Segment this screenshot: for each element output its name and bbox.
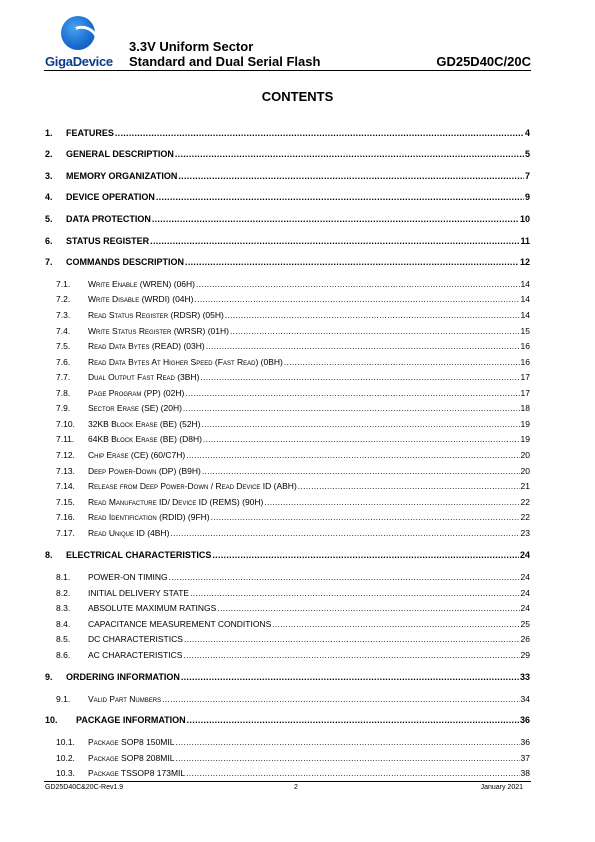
toc-title: ABSOLUTE MAXIMUM RATINGS	[88, 603, 217, 613]
toc-leader	[178, 171, 524, 181]
toc-leader	[212, 550, 519, 560]
toc-entry-10-3[interactable]	[45, 766, 530, 778]
toc-leader	[181, 672, 519, 682]
toc-title: Read Manufacture ID/ Device ID (REMS) (90H)	[88, 497, 264, 507]
toc-page: 36	[519, 715, 530, 725]
toc-title: Deep Power-Down (DP) (B9H)	[88, 466, 201, 476]
toc-page: 17	[520, 388, 530, 398]
toc-title: INITIAL DELIVERY STATE	[88, 588, 190, 598]
toc-leader	[190, 588, 519, 598]
toc-title: Read Data Bytes (READ) (03H)	[88, 341, 205, 351]
toc-page: 37	[520, 753, 530, 763]
toc-leader	[185, 257, 519, 267]
toc-page: 22	[520, 497, 530, 507]
toc-number: 5.	[45, 214, 53, 224]
toc-title: ORDERING INFORMATION	[66, 672, 180, 682]
toc-leader	[175, 149, 524, 159]
toc-leader	[184, 634, 520, 644]
toc-leader	[175, 753, 519, 763]
toc-leader	[196, 279, 520, 289]
toc-page: 10	[519, 214, 530, 224]
toc-title: Chip Erase (CE) (60/C7H)	[88, 450, 186, 460]
toc-number: 7.13.	[56, 466, 75, 476]
toc-entry-7-1[interactable]	[45, 277, 530, 289]
toc-leader	[152, 214, 519, 224]
toc-title: Package TSSOP8 173MIL	[88, 768, 186, 778]
toc-entry-3[interactable]	[45, 169, 530, 181]
toc-number: 7.15.	[56, 497, 75, 507]
toc-title: Read Status Register (RDSR) (05H)	[88, 310, 224, 320]
toc-title: Package SOP8 150MIL	[88, 737, 175, 747]
brand-name: GigaDevice	[45, 54, 113, 69]
toc-entry-2[interactable]	[45, 147, 530, 159]
toc-number: 7.3.	[56, 310, 71, 320]
toc-leader	[156, 192, 524, 202]
toc-page: 18	[520, 403, 530, 413]
toc-number: 10.3.	[56, 768, 75, 778]
toc-number: 7.5.	[56, 341, 71, 351]
toc-page: 19	[520, 434, 530, 444]
document-title	[129, 39, 320, 69]
toc-entry-7-15[interactable]	[45, 495, 530, 507]
toc-page: 14	[520, 279, 530, 289]
toc-number: 7.	[45, 257, 53, 267]
toc-title: GENERAL DESCRIPTION	[66, 149, 174, 159]
toc-page: 33	[519, 672, 530, 682]
toc-page: 34	[520, 694, 530, 704]
toc-entry-8-2[interactable]	[45, 586, 530, 598]
toc-page: 24	[520, 603, 530, 613]
toc-entry-7-5[interactable]	[45, 339, 530, 351]
toc-title: Write Status Register (WRSR) (01H)	[88, 326, 229, 336]
toc-leader	[183, 403, 520, 413]
toc-title: POWER-ON TIMING	[88, 572, 168, 582]
toc-number: 7.6.	[56, 357, 71, 367]
toc-number: 9.1.	[56, 694, 71, 704]
toc-number: 7.16.	[56, 512, 75, 522]
toc-entry-9-1[interactable]	[45, 692, 530, 704]
toc-title: AC CHARACTERISTICS	[88, 650, 183, 660]
toc-number: 8.1.	[56, 572, 71, 582]
toc-number: 7.2.	[56, 294, 71, 304]
gigadevice-logo	[45, 16, 125, 68]
toc-leader	[230, 326, 520, 336]
footer-page-number: 2	[294, 784, 298, 791]
toc-leader	[186, 450, 519, 460]
toc-entry-7-2[interactable]	[45, 292, 530, 304]
toc-title: DC CHARACTERISTICS	[88, 634, 183, 644]
toc-leader	[217, 603, 519, 613]
toc-entry-7[interactable]	[45, 255, 530, 267]
toc-entry-7-3[interactable]	[45, 308, 530, 320]
toc-number: 7.12.	[56, 450, 75, 460]
toc-entry-8-3[interactable]	[45, 601, 530, 613]
toc-entry-8-5[interactable]	[45, 632, 530, 644]
toc-title: PACKAGE INFORMATION	[76, 715, 186, 725]
toc-entry-7-6[interactable]	[45, 355, 530, 367]
toc-page: 16	[520, 357, 530, 367]
toc-page: 24	[520, 572, 530, 582]
toc-page: 16	[520, 341, 530, 351]
toc-page: 29	[520, 650, 530, 660]
toc-title: Sector Erase (SE) (20H)	[88, 403, 182, 413]
toc-number: 7.14.	[56, 481, 75, 491]
toc-leader	[187, 715, 519, 725]
toc-number: 2.	[45, 149, 53, 159]
toc-page: 14	[520, 294, 530, 304]
toc-title: Release from Deep Power-Down / Read Device ID (ABH)	[88, 481, 297, 491]
toc-page: 20	[520, 450, 530, 460]
toc-leader	[202, 419, 520, 429]
toc-entry-7-16[interactable]	[45, 510, 530, 522]
toc-entry-7-12[interactable]	[45, 448, 530, 460]
toc-page: 25	[520, 619, 530, 629]
footer-divider	[44, 781, 531, 782]
toc-title: Read Identification (RDID) (9FH)	[88, 512, 210, 522]
toc-entry-7-11[interactable]	[45, 432, 530, 444]
part-number: GD25D40C/20C	[436, 54, 531, 69]
toc-number: 7.10.	[56, 419, 75, 429]
toc-entry-7-10[interactable]	[45, 417, 530, 429]
title-line-1: 3.3V Uniform Sector	[129, 39, 254, 54]
toc-entry-6[interactable]	[45, 234, 530, 246]
toc-entry-5[interactable]	[45, 212, 530, 224]
toc-title: Dual Output Fast Read (3BH)	[88, 372, 200, 382]
toc-entry-7-8[interactable]	[45, 386, 530, 398]
toc-number: 8.4.	[56, 619, 71, 629]
toc-leader	[298, 481, 520, 491]
toc-page: 19	[520, 419, 530, 429]
toc-page: 24	[520, 588, 530, 598]
toc-page: 14	[520, 310, 530, 320]
toc-title: Write Enable (WREN) (06H)	[88, 279, 196, 289]
toc-page: 24	[519, 550, 530, 560]
toc-number: 7.17.	[56, 528, 75, 538]
toc-number: 8.5.	[56, 634, 71, 644]
toc-page: 26	[520, 634, 530, 644]
toc-number: 4.	[45, 192, 53, 202]
toc-entry-8[interactable]	[45, 548, 530, 560]
toc-leader	[202, 466, 520, 476]
toc-title: FEATURES	[66, 128, 114, 138]
toc-number: 8.6.	[56, 650, 71, 660]
toc-number: 9.	[45, 672, 53, 682]
toc-leader	[284, 357, 520, 367]
toc-leader	[200, 372, 519, 382]
toc-page: 12	[519, 257, 530, 267]
toc-page: 15	[520, 326, 530, 336]
toc-title: Valid Part Numbers	[88, 694, 162, 704]
toc-page: 22	[520, 512, 530, 522]
toc-title: ELECTRICAL CHARACTERISTICS	[66, 550, 212, 560]
toc-entry-10-1[interactable]	[45, 735, 530, 747]
toc-number: 7.8.	[56, 388, 71, 398]
toc-page: 11	[520, 236, 530, 246]
toc-number: 8.	[45, 550, 53, 560]
toc-number: 6.	[45, 236, 53, 246]
toc-leader	[206, 341, 520, 351]
toc-leader	[272, 619, 519, 629]
toc-title: STATUS REGISTER	[66, 236, 150, 246]
toc-number: 10.2.	[56, 753, 75, 763]
toc-number: 1.	[45, 128, 53, 138]
toc-page: 17	[520, 372, 530, 382]
toc-entry-8-6[interactable]	[45, 648, 530, 660]
toc-page: 21	[520, 481, 530, 491]
toc-title: Package SOP8 208MIL	[88, 753, 175, 763]
toc-leader	[211, 512, 520, 522]
toc-title: 32KB Block Erase (BE) (52H)	[88, 419, 201, 429]
toc-entry-7-9[interactable]	[45, 401, 530, 413]
toc-entry-1[interactable]	[45, 126, 530, 138]
toc-leader	[203, 434, 520, 444]
toc-entry-8-1[interactable]	[45, 570, 530, 582]
toc-entry-7-7[interactable]	[45, 370, 530, 382]
toc-page: 7	[524, 171, 530, 181]
contents-heading: CONTENTS	[261, 89, 334, 104]
toc-leader	[195, 294, 520, 304]
toc-page: 36	[520, 737, 530, 747]
toc-number: 7.11.	[56, 434, 75, 444]
toc-entry-10-2[interactable]	[45, 751, 530, 763]
toc-page: 23	[520, 528, 530, 538]
toc-page: 38	[520, 768, 530, 778]
toc-leader	[183, 650, 519, 660]
toc-page: 9	[524, 192, 530, 202]
toc-leader	[162, 694, 519, 704]
title-line-2: Standard and Dual Serial Flash	[129, 54, 321, 69]
toc-page: 4	[524, 128, 530, 138]
toc-title: Read Unique ID (4BH)	[88, 528, 170, 538]
toc-title: Read Data Bytes At Higher Speed (Fast Read) (0BH)	[88, 357, 283, 367]
toc-leader	[185, 388, 519, 398]
footer-doc-id: GD25D40C&20C-Rev1.9	[45, 784, 124, 791]
toc-entry-8-4[interactable]	[45, 617, 530, 629]
toc-entry-7-17[interactable]	[45, 526, 530, 538]
toc-number: 8.3.	[56, 603, 71, 613]
toc-leader	[170, 528, 519, 538]
toc-leader	[175, 737, 519, 747]
toc-leader	[169, 572, 520, 582]
toc-leader	[186, 768, 519, 778]
toc-number: 7.4.	[56, 326, 71, 336]
toc-title: COMMANDS DESCRIPTION	[66, 257, 185, 267]
toc-number: 7.9.	[56, 403, 71, 413]
toc-title: MEMORY ORGANIZATION	[66, 171, 178, 181]
toc-title: Page Program (PP) (02H)	[88, 388, 185, 398]
toc-entry-7-13[interactable]	[45, 464, 530, 476]
toc-entry-7-14[interactable]	[45, 479, 530, 491]
toc-number: 3.	[45, 171, 53, 181]
toc-entry-7-4[interactable]	[45, 324, 530, 336]
toc-title: CAPACITANCE MEASUREMENT CONDITIONS	[88, 619, 272, 629]
toc-number: 10.1.	[56, 737, 75, 747]
toc-title: DEVICE OPERATION	[66, 192, 155, 202]
toc-leader	[150, 236, 519, 246]
toc-leader	[264, 497, 519, 507]
toc-entry-9[interactable]	[45, 670, 530, 682]
toc-title: DATA PROTECTION	[66, 214, 151, 224]
toc-entry-10[interactable]	[45, 713, 530, 725]
toc-page: 20	[520, 466, 530, 476]
toc-leader	[115, 128, 524, 138]
toc-leader	[225, 310, 520, 320]
toc-title: Write Disable (WRDI) (04H)	[88, 294, 194, 304]
toc-page: 5	[524, 149, 530, 159]
toc-number: 7.7.	[56, 372, 71, 382]
toc-number: 10.	[45, 715, 58, 725]
toc-number: 7.1.	[56, 279, 71, 289]
toc-title: 64KB Block Erase (BE) (D8H)	[88, 434, 202, 444]
toc-entry-4[interactable]	[45, 190, 530, 202]
header-divider	[44, 70, 531, 71]
footer-date: January 2021	[480, 784, 523, 791]
toc-number: 8.2.	[56, 588, 71, 598]
